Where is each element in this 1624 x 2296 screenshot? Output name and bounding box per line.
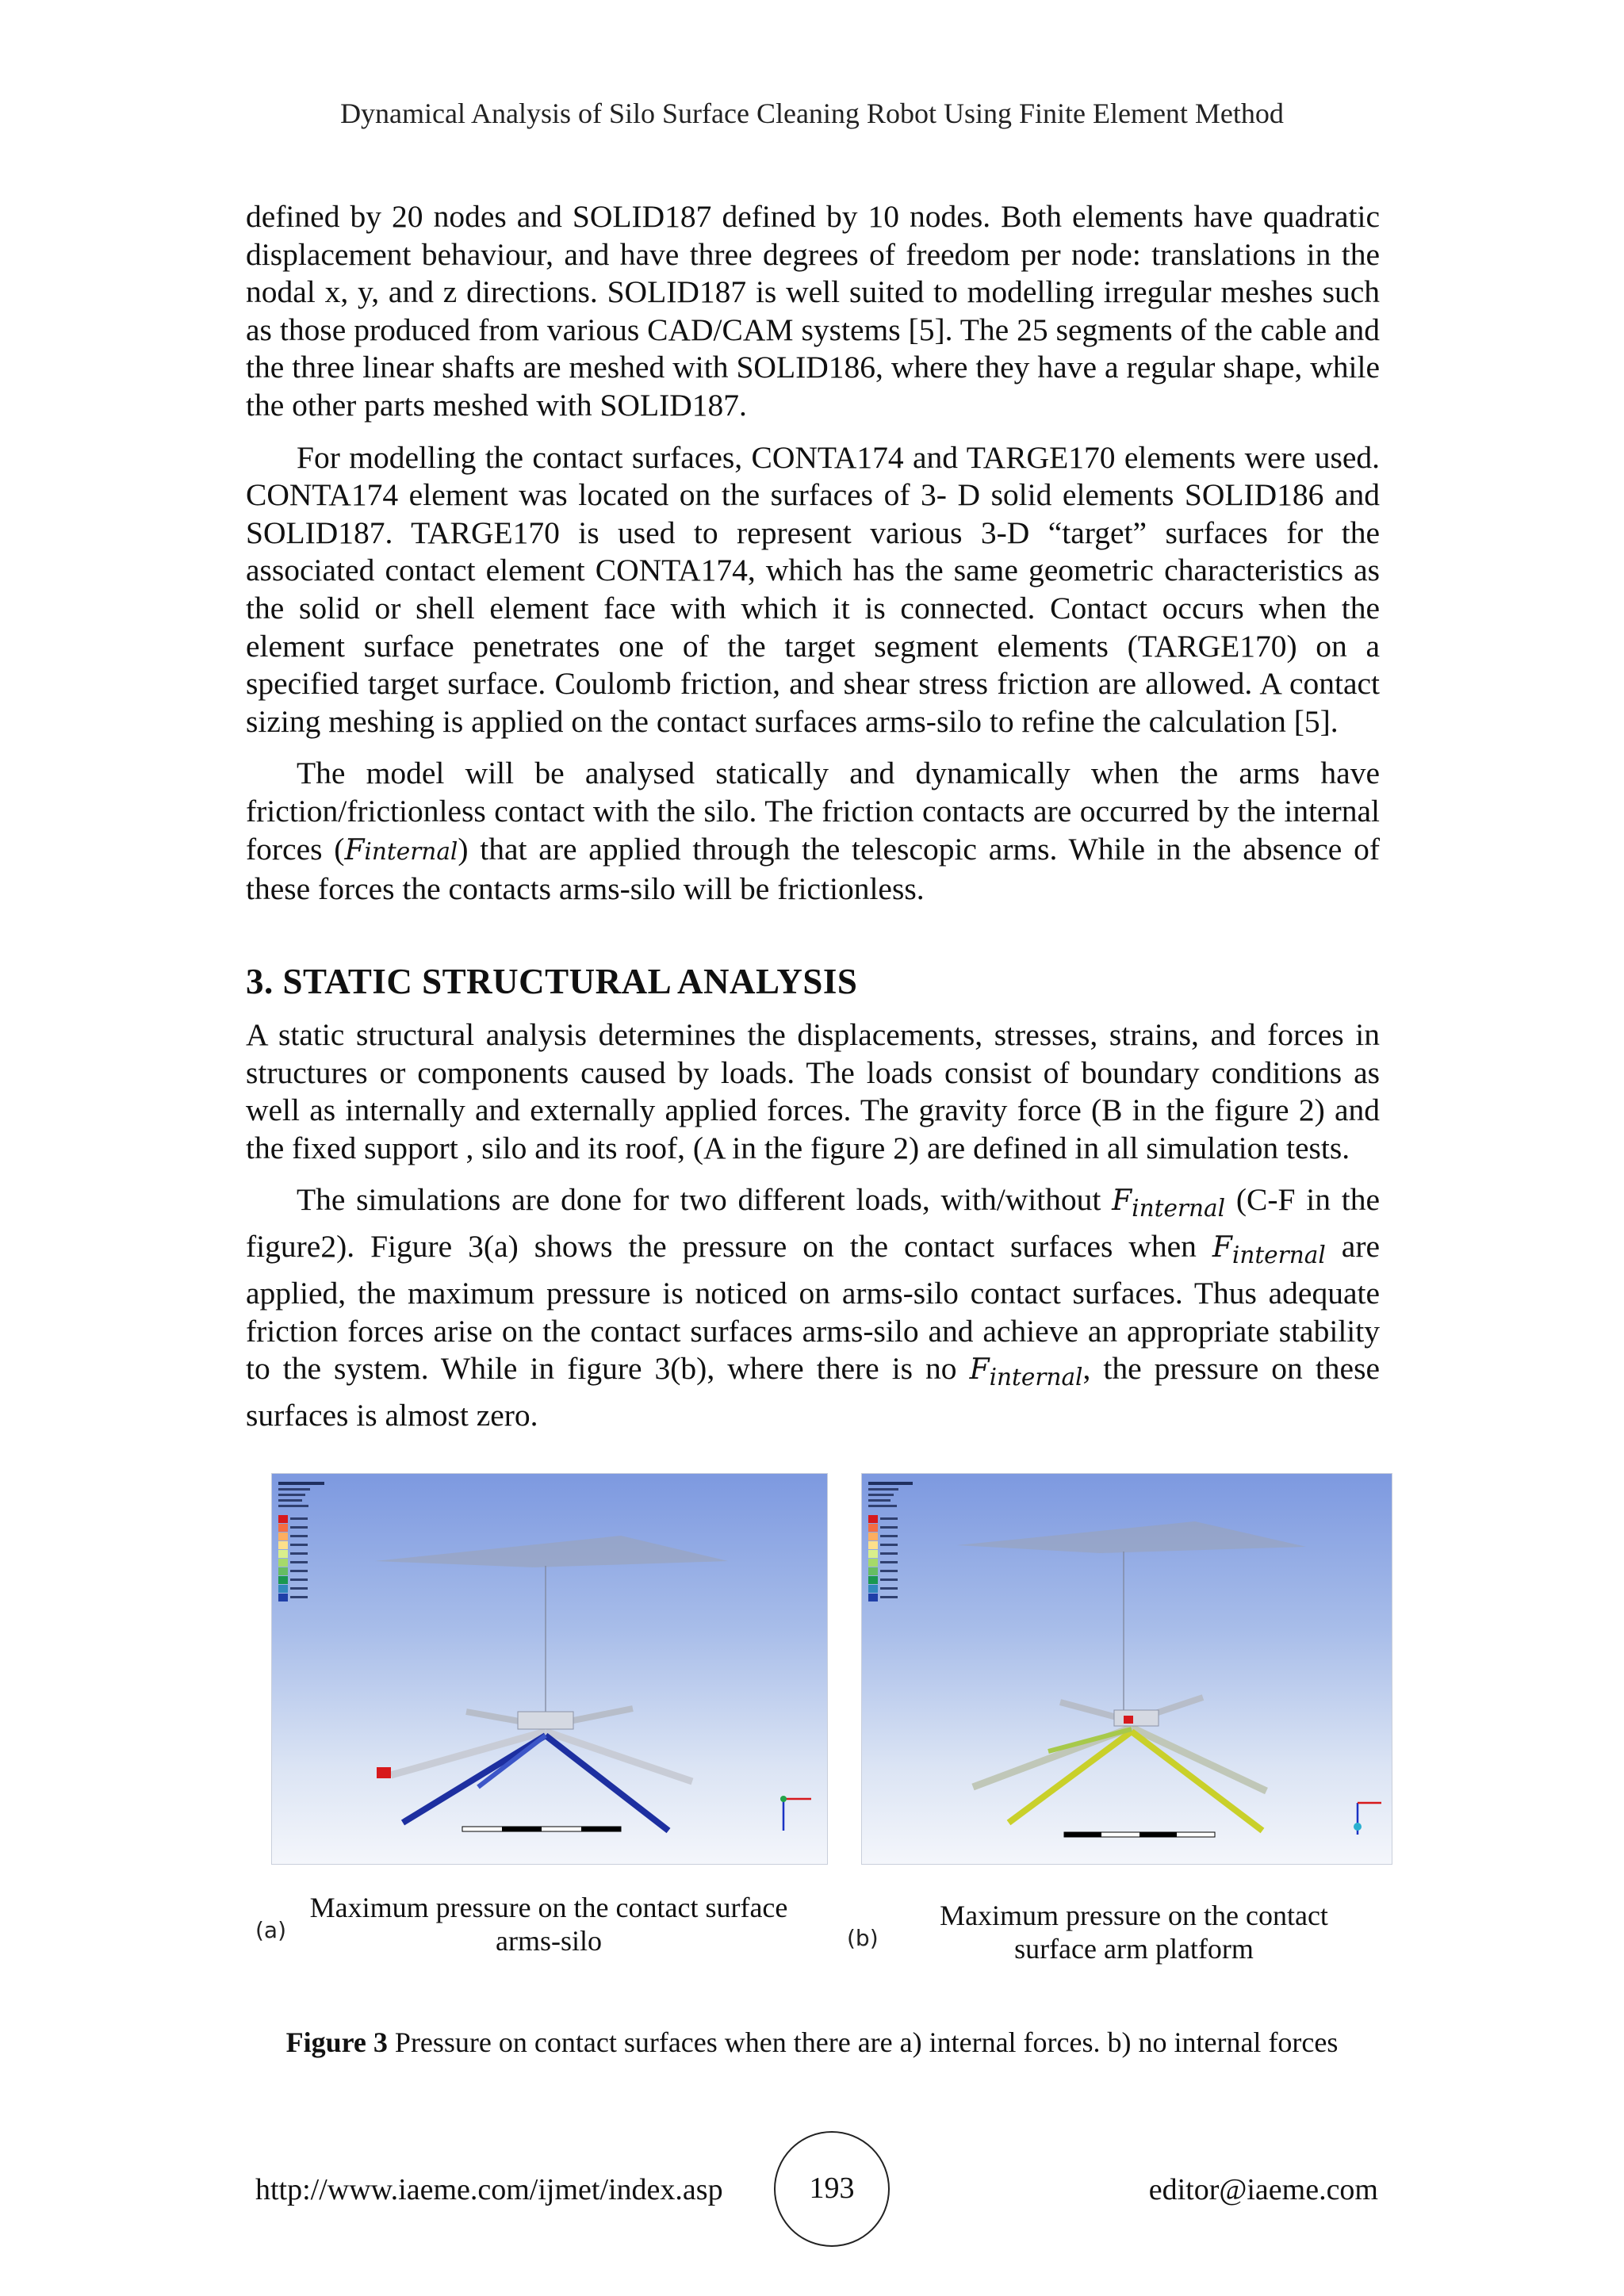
paragraph-3 [246,755,1380,908]
f-internal-symbol: $F_{internal}$ [1112,1184,1226,1223]
scale-bar [1064,1832,1215,1837]
legend-tick-text [880,1526,898,1529]
legend-swatch [278,1585,288,1593]
legend-tick-text [290,1561,308,1563]
legend-swatch [278,1594,288,1601]
subfigure-a-caption: Maximum pressure on the contact surface arms-silo [309,1892,788,1957]
fea-render-a [272,1474,827,1864]
legend-swatch [868,1576,878,1584]
footer-email[interactable]: editor@iaeme.com [1148,2173,1378,2206]
legend-tick-text [290,1535,308,1537]
robot-arms [973,1697,1266,1831]
legend-swatch [278,1524,288,1532]
legend-tick-text [880,1544,898,1546]
f-internal-symbol: $F_{internal}$ [1212,1231,1326,1269]
figure-3a-image [271,1473,828,1865]
scale-bar [462,1827,621,1831]
f-internal-symbol: $F_{internal}$ [969,1353,1083,1391]
legend-swatch [868,1524,878,1532]
legend-tick-text [290,1587,308,1590]
legend-swatch [868,1594,878,1601]
subfigure-a-label: (a) [255,1917,287,1943]
legend-tick-text [880,1570,898,1572]
legend-swatch [278,1541,288,1549]
body-text-section [246,1016,1380,1449]
body-text-top [246,198,1380,923]
legend-swatch [278,1559,288,1567]
legend-tick-text [290,1517,308,1520]
legend-tick-text [880,1561,898,1563]
legend-tick-text [880,1535,898,1537]
legend-tick-text [290,1544,308,1546]
legend-swatch [868,1567,878,1575]
legend-tick-text [290,1552,308,1555]
silo-roof [375,1536,728,1567]
footer-url[interactable]: http://www.iaeme.com/ijmet/index.asp [255,2173,723,2206]
subfigure-b-label: (b) [847,1925,879,1951]
running-header: Dynamical Analysis of Silo Surface Cleaning Robot Using Finite Element Method [340,98,1284,129]
legend-panel [868,1482,913,1601]
subfigure-b-caption: Maximum pressure on the contact surface arm platform [940,1900,1328,1965]
legend-tick-text [880,1587,898,1590]
figure-3b-image [861,1473,1392,1865]
legend-color-bar [278,1515,308,1601]
legend-tick-text [290,1596,308,1598]
legend-tick-text [290,1526,308,1529]
legend-swatch [868,1533,878,1540]
legend-color-bar [868,1515,898,1601]
page-number: 193 [809,2172,855,2205]
legend-swatch [278,1515,288,1523]
legend-swatch [868,1585,878,1593]
axis-triad [780,1796,811,1831]
legend-tick-text [290,1570,308,1572]
legend-swatch [868,1550,878,1558]
paragraph-1: defined by 20 nodes and SOLID187 defined by 10 nodes. Both elements have quadratic displacement behaviour, and have three degrees of freedom per node: translations in the nodal x, y, and z directions. SOLID187 is well suited to modelling irregular meshes such as those produced from various CAD/CAM systems [5]. The 25 segments of the cable and the three linear shafts are meshed with SOLID186, where they have a regular shape, while the other parts meshed with SOLID187. [246,199,1380,423]
paragraph-2: For modelling the contact surfaces, CONTA174 and TARGE170 elements were used. CONTA174 element was located on the surfaces of 3- D solid elements SOLID186 and SOLID187. TARGE170 is used to represent various 3-D “target” surfaces for the associated contact element CONTA174, which has the same geometric characteristics as the solid or shell element face with which it is connected. Contact occurs when the element surface penetrates one of the target segment elements (TARGE170) on a specified target surface. Coulomb friction, and shear stress friction are allowed. A contact sizing meshing is applied on the contact surfaces arms-silo to refine the calculation [5]. [246,439,1380,739]
figure-3-caption: Figure 3 Pressure on contact surfaces when there are a) internal forces. b) no internal forces [285,2026,1339,2058]
section-heading: 3. STATIC STRUCTURAL ANALYSIS [246,962,858,1001]
legend-tick-text [880,1578,898,1581]
legend-swatch [278,1576,288,1584]
legend-swatch [868,1515,878,1523]
paragraph-5: The simulations are done for two different loads, with/without $F_{internal}$ (C-F in the figure2). Figure 3(a) shows the pressure on the contact surfaces when $F_{internal}$ are applied, the maximum pressure is noticed on arms-silo contact surfaces. Thus adequate friction forces arise on the contact surfaces arms-silo and achieve an appropriate stability to the system. While in figure 3(b), where there is no $F_{internal}$, the pressure on these surfaces is almost zero. [246,1182,1381,1433]
axis-triad [1354,1803,1381,1835]
legend-swatch [278,1550,288,1558]
paragraph-3-part-b: ) that are applied through the telescopic arms. While in the absence of these forces the contacts arms-silo will be frictionless. [246,831,1380,907]
legend-swatch [868,1541,878,1549]
silo-roof [957,1521,1306,1553]
legend-swatch [868,1559,878,1567]
legend-panel [278,1482,324,1601]
legend-swatch [278,1533,288,1540]
fea-render-b [862,1474,1392,1864]
legend-tick-text [880,1596,898,1598]
legend-tick-text [880,1552,898,1555]
robot-arms [377,1709,692,1831]
paragraph-3-part-a: The model will be analysed statically and dynamically when the arms have friction/frictionless contact with the silo. The friction contacts are occurred by the internal forces ( [246,756,1380,867]
legend-tick-text [880,1517,898,1520]
legend-tick-text [290,1578,308,1581]
legend-swatch [278,1567,288,1575]
f-internal-symbol: Finternal [344,833,458,867]
paragraph-4: A static structural analysis determines the displacements, stresses, strains, and forces in structures or components caused by loads. The loads consist of boundary conditions as well as internally and externally applied forces. The gravity force (B in the figure 2) and the fixed support , silo and its roof, (A in the figure 2) are defined in all simulation tests. [246,1017,1380,1165]
